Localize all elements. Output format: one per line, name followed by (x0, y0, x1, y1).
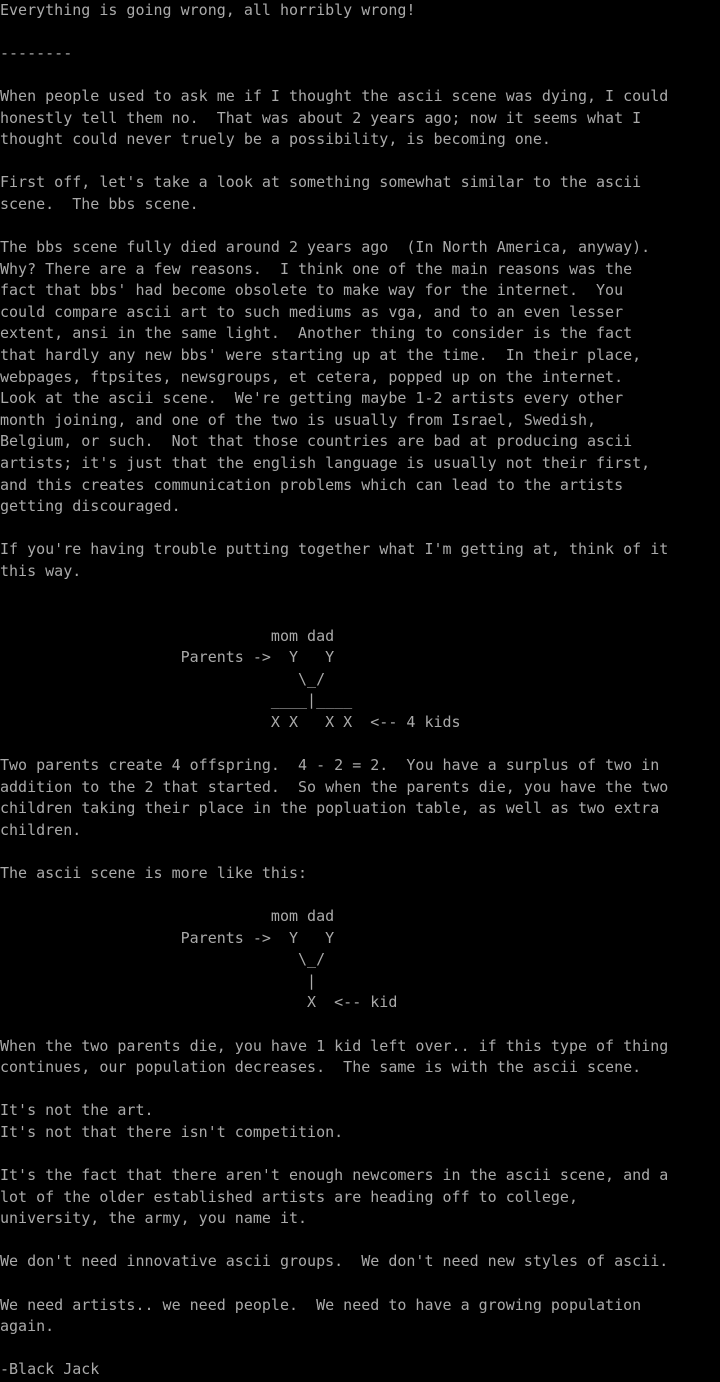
paragraph-5-line: Two parents create 4 offspring. 4 - 2 = 2. You have a surplus of two in (0, 756, 660, 774)
paragraph-9-line: lot of the older established artists are heading off to college, (0, 1188, 578, 1206)
paragraph-8-line: It's not that there isn't competition. (0, 1123, 344, 1141)
family-diagram-1-line: ____|____ (0, 691, 353, 709)
paragraph-4-line: If you're having trouble putting together what I'm getting at, think of it (0, 540, 669, 558)
family-diagram-2-line: Parents -> Y Y (0, 929, 335, 947)
family-diagram-1-line: \_/ (0, 670, 326, 688)
paragraph-7-line: When the two parents die, you have 1 kid left over.. if this type of thing (0, 1037, 669, 1055)
paragraph-3-line: could compare ascii art to such mediums as vga, and to an even lesser (0, 303, 624, 321)
paragraph-6-line: The ascii scene is more like this: (0, 864, 308, 882)
family-diagram-2-line: \_/ (0, 950, 326, 968)
paragraph-5-line: addition to the 2 that started. So when the parents die, you have the two (0, 778, 669, 796)
paragraph-10-line: We don't need innovative ascii groups. We don't need new styles of ascii. (0, 1252, 669, 1270)
paragraph-3-line: extent, ansi in the same light. Another thing to consider is the fact (0, 324, 633, 342)
paragraph-1-line: thought could never truely be a possibility, is becoming one. (0, 130, 551, 148)
paragraph-3-line: Why? There are a few reasons. I think one of the main reasons was the (0, 260, 633, 278)
paragraph-1-line: When people used to ask me if I thought the ascii scene was dying, I could (0, 87, 669, 105)
paragraph-3-line: artists; it's just that the english language is usually not their first, (0, 454, 651, 472)
paragraph-5-line: children taking their place in the popluation table, as well as two extra (0, 799, 660, 817)
family-diagram-1-line: X X X X <-- 4 kids (0, 713, 461, 731)
paragraph-9-line: It's the fact that there aren't enough newcomers in the ascii scene, and a (0, 1166, 669, 1184)
paragraph-2-line: First off, let's take a look at something somewhat similar to the ascii (0, 173, 642, 191)
paragraph-1-line: honestly tell them no. That was about 2 years ago; now it seems what I (0, 109, 642, 127)
paragraph-3-line: Look at the ascii scene. We're getting maybe 1-2 artists every other (0, 389, 624, 407)
paragraph-2-line: scene. The bbs scene. (0, 195, 199, 213)
paragraph-9-line: university, the army, you name it. (0, 1209, 308, 1227)
paragraph-3-line: month joining, and one of the two is usually from Israel, Swedish, (0, 411, 597, 429)
paragraph-4-line: this way. (0, 562, 82, 580)
title-rule: -------- (0, 44, 73, 62)
paragraph-3-line: getting discouraged. (0, 497, 181, 515)
paragraph-5-line: children. (0, 821, 82, 839)
document-title: Everything is going wrong, all horribly wrong! (0, 1, 416, 19)
family-diagram-1-line: mom dad (0, 627, 335, 645)
paragraph-3-line: Belgium, or such. Not that those countries are bad at producing ascii (0, 432, 633, 450)
paragraph-3-line: The bbs scene fully died around 2 years ago (In North America, anyway). (0, 238, 651, 256)
paragraph-3-line: that hardly any new bbs' were starting up at the time. In their place, (0, 346, 642, 364)
family-diagram-2-line: X <-- kid (0, 993, 398, 1011)
paragraph-11-line: We need artists.. we need people. We need to have a growing population (0, 1296, 642, 1314)
paragraph-3-line: fact that bbs' had become obsolete to make way for the internet. You (0, 281, 624, 299)
family-diagram-1-line: Parents -> Y Y (0, 648, 335, 666)
paragraph-3-line: webpages, ftpsites, newsgroups, et cetera, popped up on the internet. (0, 368, 624, 386)
family-diagram-2-line: mom dad (0, 907, 335, 925)
paragraph-7-line: continues, our population decreases. The same is with the ascii scene. (0, 1058, 642, 1076)
paragraph-11-line: again. (0, 1317, 55, 1335)
paragraph-3-line: and this creates communication problems which can lead to the artists (0, 476, 624, 494)
paragraph-8-line: It's not the art. (0, 1101, 154, 1119)
signature: -Black Jack (0, 1360, 100, 1378)
family-diagram-2-line: | (0, 972, 317, 990)
